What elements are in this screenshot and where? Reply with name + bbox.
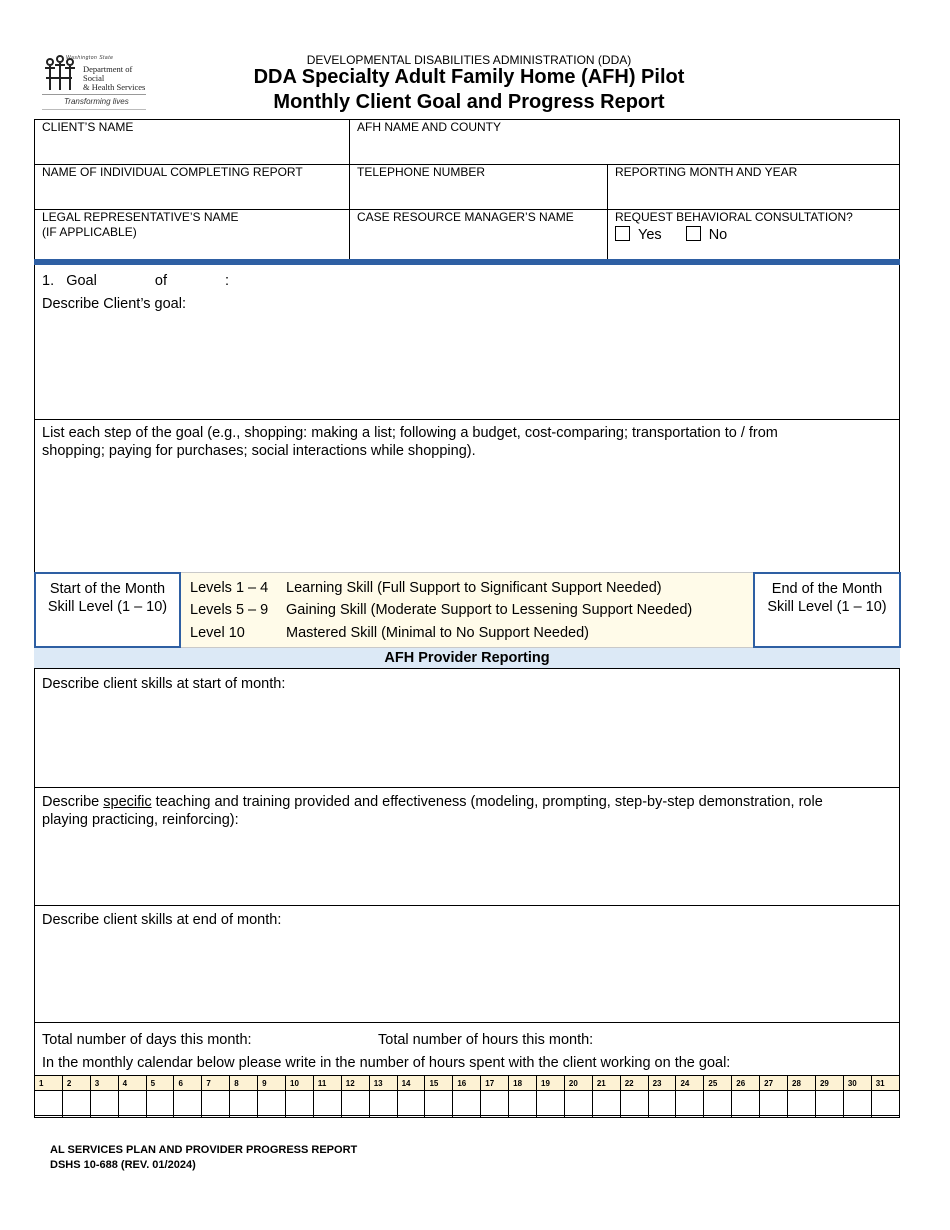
calendar-hours-cell[interactable] xyxy=(676,1091,704,1118)
form-title-line2: Monthly Client Goal and Progress Report xyxy=(273,91,665,113)
calendar-day-2: 2 xyxy=(62,1076,90,1091)
calendar-hours-cell[interactable] xyxy=(843,1091,871,1118)
legal-rep-label: LEGAL REPRESENTATIVE’S NAME xyxy=(42,210,239,224)
start-skills-label: Describe client skills at start of month: xyxy=(42,676,286,692)
calendar-day-16: 16 xyxy=(453,1076,481,1091)
calendar-day-22: 22 xyxy=(620,1076,648,1091)
teaching-label-line1 xyxy=(42,793,892,811)
calendar-hours-cell[interactable] xyxy=(230,1091,258,1118)
calendar-day-7: 7 xyxy=(202,1076,230,1091)
calendar-day-5: 5 xyxy=(146,1076,174,1091)
row-divider xyxy=(34,419,900,420)
calendar-hours-cell[interactable] xyxy=(369,1091,397,1118)
goal-heading xyxy=(42,272,892,290)
crm-name-label: CASE RESOURCE MANAGER’S NAME xyxy=(357,210,574,224)
start-skill-label2: Skill Level (1 – 10) xyxy=(47,599,168,615)
calendar-hours-cell[interactable] xyxy=(258,1091,286,1118)
logo-tagline: Transforming lives xyxy=(64,97,129,106)
yes-label: Yes xyxy=(638,227,662,243)
logo-dept-line1: Department of Social xyxy=(83,64,133,83)
level-range-1: Levels 1 – 4 xyxy=(190,580,269,596)
calendar-day-10: 10 xyxy=(286,1076,314,1091)
row-divider xyxy=(34,905,900,906)
calendar-day-26: 26 xyxy=(732,1076,760,1091)
reporting-month-field[interactable] xyxy=(607,164,900,209)
row-divider xyxy=(34,1022,900,1023)
goal-describe-label: Describe Client’s goal: xyxy=(42,296,186,312)
individual-completing-label: NAME OF INDIVIDUAL COMPLETING REPORT xyxy=(42,165,303,179)
calendar-day-8: 8 xyxy=(230,1076,258,1091)
goal-word: Goal xyxy=(66,273,97,289)
teaching-area[interactable] xyxy=(34,792,900,905)
calendar-hours-cell[interactable] xyxy=(760,1091,788,1118)
individual-completing-field[interactable] xyxy=(34,164,349,209)
calendar-hours-cell[interactable] xyxy=(815,1091,843,1118)
teaching-pre: Describe xyxy=(42,794,104,810)
calendar-day-24: 24 xyxy=(676,1076,704,1091)
calendar-hours-cell[interactable] xyxy=(90,1091,118,1118)
calendar-day-21: 21 xyxy=(592,1076,620,1091)
start-skill-level-box[interactable] xyxy=(34,572,181,648)
goal-steps-line2: shopping; paying for purchases; social interactions while shopping). xyxy=(42,443,476,459)
form-title-line1: DDA Specialty Adult Family Home (AFH) Pilot xyxy=(253,66,685,88)
calendar-day-row xyxy=(35,1076,900,1091)
calendar-hours-cell[interactable] xyxy=(341,1091,369,1118)
start-skills-area[interactable] xyxy=(34,674,900,787)
reporting-month-label: REPORTING MONTH AND YEAR xyxy=(615,165,798,179)
calendar-day-18: 18 xyxy=(509,1076,537,1091)
telephone-label: TELEPHONE NUMBER xyxy=(357,165,486,179)
level-range-3: Level 10 xyxy=(190,625,245,641)
calendar-hours-cell[interactable] xyxy=(453,1091,481,1118)
calendar-day-23: 23 xyxy=(648,1076,676,1091)
no-label: No xyxy=(708,227,728,243)
calendar-hours-cell[interactable] xyxy=(202,1091,230,1118)
calendar-day-30: 30 xyxy=(843,1076,871,1091)
calendar-day-3: 3 xyxy=(90,1076,118,1091)
calendar-hours-cell[interactable] xyxy=(35,1091,63,1118)
no-checkbox[interactable] xyxy=(686,226,701,241)
calendar-day-6: 6 xyxy=(174,1076,202,1091)
end-skill-label1: End of the Month xyxy=(771,581,883,597)
goal-description-area[interactable] xyxy=(34,271,900,419)
level-desc-1: Learning Skill (Full Support to Significant Support Needed) xyxy=(286,580,662,596)
calendar-day-17: 17 xyxy=(481,1076,509,1091)
yes-checkbox[interactable] xyxy=(615,226,630,241)
calendar-hours-cell[interactable] xyxy=(62,1091,90,1118)
total-days-field[interactable] xyxy=(34,1030,364,1050)
goal-of: of xyxy=(154,273,167,289)
start-skill-label1: Start of the Month xyxy=(49,581,166,597)
level-range-2: Levels 5 – 9 xyxy=(190,602,269,618)
calendar-day-11: 11 xyxy=(313,1076,341,1091)
monthly-calendar xyxy=(34,1075,900,1118)
calendar-hours-cell[interactable] xyxy=(286,1091,314,1118)
calendar-day-20: 20 xyxy=(564,1076,592,1091)
calendar-hours-cell[interactable] xyxy=(648,1091,676,1118)
calendar-day-28: 28 xyxy=(788,1076,816,1091)
level-desc-2: Gaining Skill (Moderate Support to Lessening Support Needed) xyxy=(286,602,693,618)
logo-dept-line2: & Health Services xyxy=(83,82,146,92)
client-name-field[interactable] xyxy=(34,119,349,164)
afh-name-county-label: AFH NAME AND COUNTY xyxy=(357,120,502,134)
calendar-hours-cell[interactable] xyxy=(704,1091,732,1118)
footer-form-number: DSHS 10-688 (REV. 01/2024) xyxy=(50,1159,196,1171)
calendar-day-15: 15 xyxy=(425,1076,453,1091)
calendar-hours-cell[interactable] xyxy=(481,1091,509,1118)
calendar-hours-cell[interactable] xyxy=(397,1091,425,1118)
telephone-field[interactable] xyxy=(349,164,607,209)
footer-form-name: AL SERVICES PLAN AND PROVIDER PROGRESS REPORT xyxy=(50,1144,358,1156)
end-skills-area[interactable] xyxy=(34,910,900,1022)
row-divider xyxy=(34,787,900,788)
goal-steps-area[interactable] xyxy=(34,423,900,572)
calendar-day-31: 31 xyxy=(871,1076,899,1091)
calendar-day-14: 14 xyxy=(397,1076,425,1091)
calendar-hours-cell[interactable] xyxy=(118,1091,146,1118)
calendar-hours-cell[interactable] xyxy=(788,1091,816,1118)
calendar-hours-cell[interactable] xyxy=(592,1091,620,1118)
calendar-hours-cell[interactable] xyxy=(313,1091,341,1118)
calendar-hours-cell[interactable] xyxy=(871,1091,899,1118)
calendar-day-12: 12 xyxy=(341,1076,369,1091)
agency-name: DEVELOPMENTAL DISABILITIES ADMINISTRATION (DDA) xyxy=(306,53,632,67)
calendar-hours-cell[interactable] xyxy=(146,1091,174,1118)
calendar-day-9: 9 xyxy=(258,1076,286,1091)
calendar-instructions-text: In the monthly calendar below please write in the number of hours spent with the client working on the goal: xyxy=(42,1055,731,1071)
end-skill-label2: Skill Level (1 – 10) xyxy=(767,599,887,615)
total-hours-field[interactable] xyxy=(370,1030,770,1050)
section-band xyxy=(34,259,900,265)
calendar-hours-cell[interactable] xyxy=(732,1091,760,1118)
client-name-label: CLIENT’S NAME xyxy=(42,120,134,134)
goal-number: 1. xyxy=(42,273,55,289)
total-hours-label: Total number of hours this month: xyxy=(378,1032,594,1048)
calendar-day-29: 29 xyxy=(815,1076,843,1091)
teaching-label-line2: playing practicing, reinforcing): xyxy=(42,812,239,828)
calendar-day-4: 4 xyxy=(118,1076,146,1091)
calendar-hours-cell[interactable] xyxy=(620,1091,648,1118)
calendar-day-13: 13 xyxy=(369,1076,397,1091)
behavioral-consult-label: REQUEST BEHAVIORAL CONSULTATION? xyxy=(615,210,853,224)
end-skill-level-box[interactable] xyxy=(753,572,901,648)
afh-provider-heading: AFH Provider Reporting xyxy=(34,648,900,669)
behavioral-consult-field xyxy=(607,209,900,259)
legal-rep-sublabel: (IF APPLICABLE) xyxy=(42,225,137,239)
end-skills-label: Describe client skills at end of month: xyxy=(42,912,282,928)
calendar-hours-cell[interactable] xyxy=(537,1091,565,1118)
calendar-day-1: 1 xyxy=(35,1076,63,1091)
calendar-day-19: 19 xyxy=(537,1076,565,1091)
calendar-instructions xyxy=(34,1053,900,1073)
calendar-hours-row xyxy=(35,1091,900,1118)
logo-state: Washington State xyxy=(66,55,114,61)
crm-name-field[interactable] xyxy=(349,209,607,259)
level-desc-3: Mastered Skill (Minimal to No Support Needed) xyxy=(286,625,590,641)
goal-steps-line1: List each step of the goal (e.g., shopping: making a list; following a budget, cost-comparing; transportation to / from xyxy=(42,425,778,441)
legal-rep-field[interactable] xyxy=(34,209,349,259)
calendar-day-27: 27 xyxy=(760,1076,788,1091)
calendar-hours-cell[interactable] xyxy=(509,1091,537,1118)
teaching-post: teaching and training provided and effectiveness (modeling, prompting, step-by-step demonstration, role xyxy=(151,794,823,810)
calendar-hours-cell[interactable] xyxy=(564,1091,592,1118)
goal-colon: : xyxy=(225,273,230,289)
calendar-hours-cell[interactable] xyxy=(174,1091,202,1118)
total-days-label: Total number of days this month: xyxy=(42,1032,252,1048)
calendar-hours-cell[interactable] xyxy=(425,1091,453,1118)
afh-name-county-field[interactable] xyxy=(349,119,900,164)
calendar-day-25: 25 xyxy=(704,1076,732,1091)
teaching-specific: specific xyxy=(103,794,152,810)
